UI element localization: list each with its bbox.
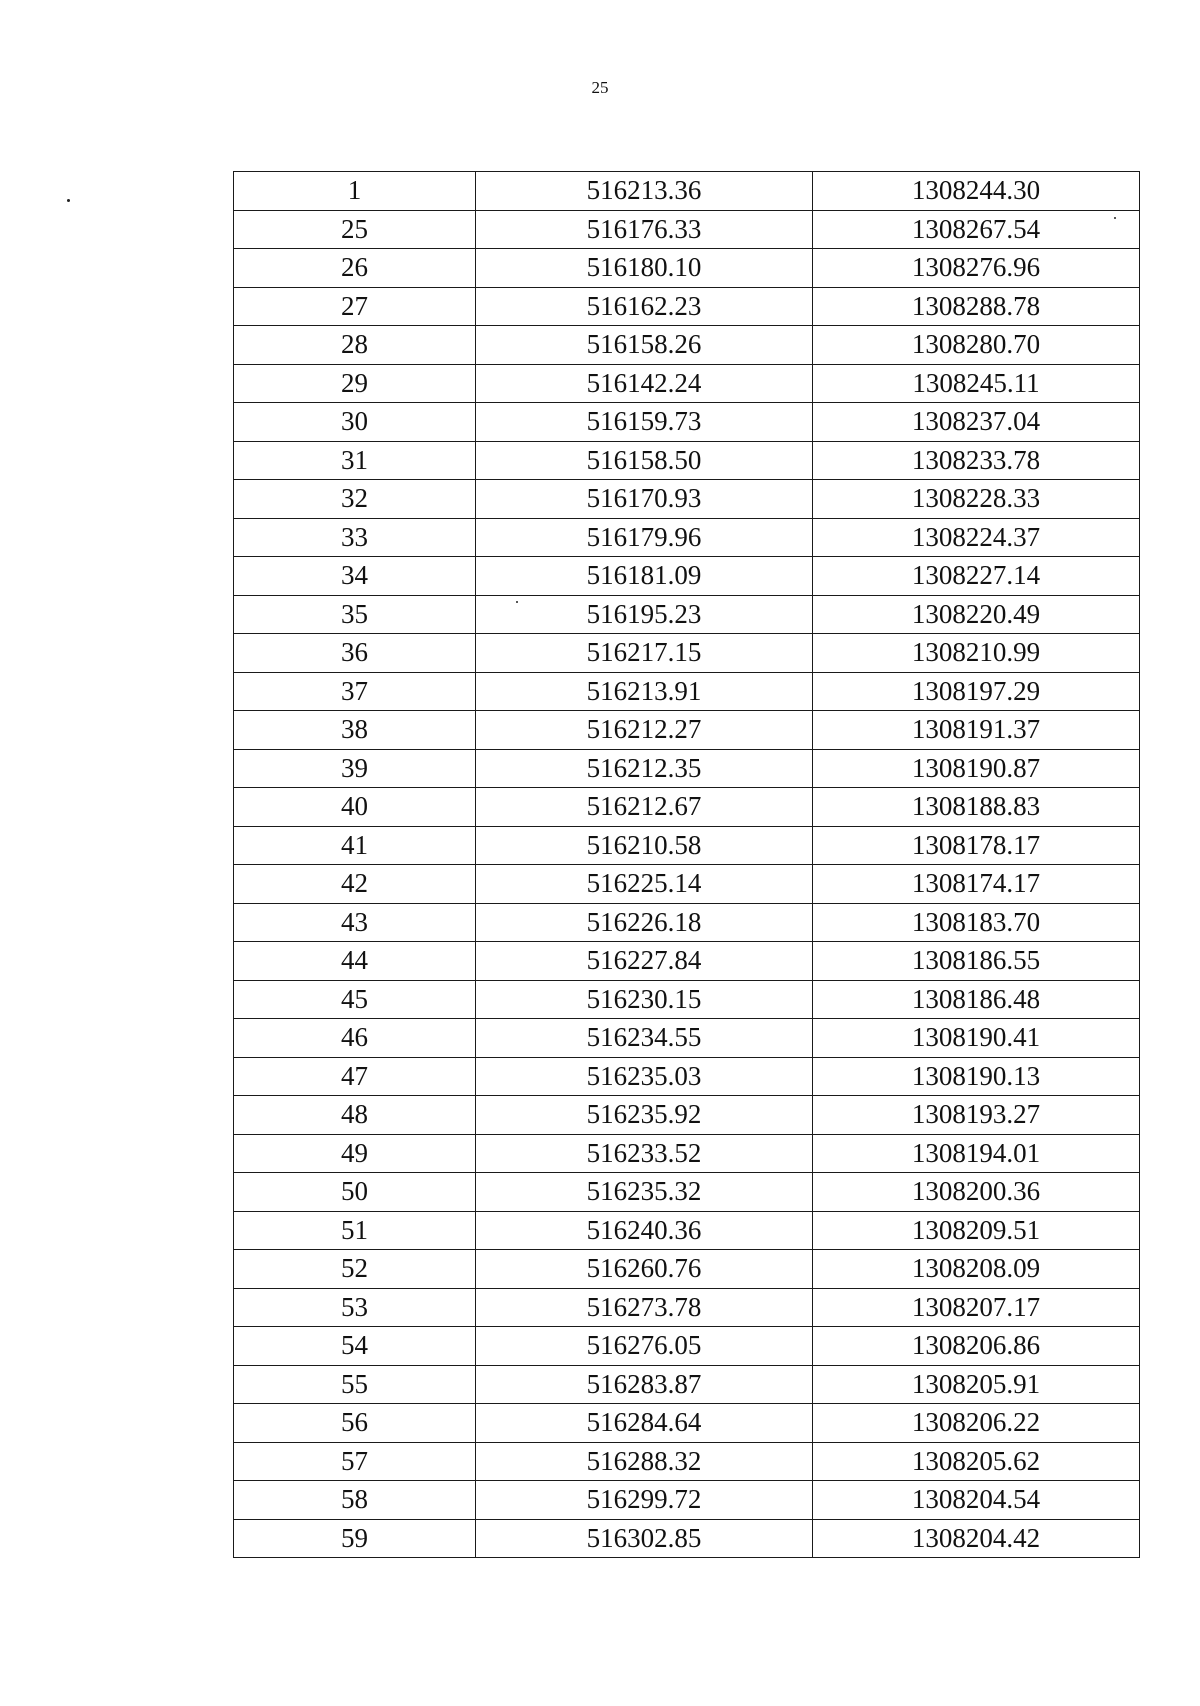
x-coordinate-cell: 516227.84 xyxy=(476,942,813,981)
y-coordinate-cell: 1308208.09 xyxy=(813,1250,1140,1289)
table-row xyxy=(234,1250,1140,1289)
x-coordinate-cell: 516273.78 xyxy=(476,1288,813,1327)
point-number-cell: 1 xyxy=(234,172,476,211)
table-row xyxy=(234,326,1140,365)
point-number-cell: 40 xyxy=(234,788,476,827)
table-row xyxy=(234,980,1140,1019)
table-row xyxy=(234,1519,1140,1558)
x-coordinate-cell: 516234.55 xyxy=(476,1019,813,1058)
x-coordinate-cell: 516233.52 xyxy=(476,1134,813,1173)
point-number-cell: 45 xyxy=(234,980,476,1019)
y-coordinate-cell: 1308209.51 xyxy=(813,1211,1140,1250)
table-row xyxy=(234,1019,1140,1058)
scan-speck xyxy=(67,199,70,202)
point-number-cell: 55 xyxy=(234,1365,476,1404)
x-coordinate-cell: 516159.73 xyxy=(476,403,813,442)
x-coordinate-cell: 516240.36 xyxy=(476,1211,813,1250)
table-row xyxy=(234,1211,1140,1250)
y-coordinate-cell: 1308228.33 xyxy=(813,480,1140,519)
x-coordinate-cell: 516235.92 xyxy=(476,1096,813,1135)
point-number-cell: 38 xyxy=(234,711,476,750)
point-number-cell: 52 xyxy=(234,1250,476,1289)
y-coordinate-cell: 1308194.01 xyxy=(813,1134,1140,1173)
y-coordinate-cell: 1308191.37 xyxy=(813,711,1140,750)
point-number-cell: 48 xyxy=(234,1096,476,1135)
x-coordinate-cell: 516181.09 xyxy=(476,557,813,596)
y-coordinate-cell: 1308220.49 xyxy=(813,595,1140,634)
y-coordinate-cell: 1308204.54 xyxy=(813,1481,1140,1520)
x-coordinate-cell: 516284.64 xyxy=(476,1404,813,1443)
point-number-cell: 29 xyxy=(234,364,476,403)
table-row xyxy=(234,1365,1140,1404)
x-coordinate-cell: 516226.18 xyxy=(476,903,813,942)
x-coordinate-cell: 516162.23 xyxy=(476,287,813,326)
x-coordinate-cell: 516276.05 xyxy=(476,1327,813,1366)
point-number-cell: 43 xyxy=(234,903,476,942)
point-number-cell: 34 xyxy=(234,557,476,596)
y-coordinate-cell: 1308190.87 xyxy=(813,749,1140,788)
y-coordinate-cell: 1308204.42 xyxy=(813,1519,1140,1558)
y-coordinate-cell: 1308267.54 xyxy=(813,210,1140,249)
point-number-cell: 54 xyxy=(234,1327,476,1366)
x-coordinate-cell: 516170.93 xyxy=(476,480,813,519)
y-coordinate-cell: 1308224.37 xyxy=(813,518,1140,557)
y-coordinate-cell: 1308188.83 xyxy=(813,788,1140,827)
x-coordinate-cell: 516212.35 xyxy=(476,749,813,788)
table-row xyxy=(234,1173,1140,1212)
y-coordinate-cell: 1308190.13 xyxy=(813,1057,1140,1096)
y-coordinate-cell: 1308190.41 xyxy=(813,1019,1140,1058)
table-row xyxy=(234,1096,1140,1135)
table-row xyxy=(234,711,1140,750)
y-coordinate-cell: 1308210.99 xyxy=(813,634,1140,673)
x-coordinate-cell: 516195.23 xyxy=(476,595,813,634)
table-row xyxy=(234,1442,1140,1481)
point-number-cell: 47 xyxy=(234,1057,476,1096)
page-number: 25 xyxy=(591,78,609,97)
table-row xyxy=(234,441,1140,480)
point-number-cell: 44 xyxy=(234,942,476,981)
point-number-cell: 25 xyxy=(234,210,476,249)
point-number-cell: 46 xyxy=(234,1019,476,1058)
table-row xyxy=(234,249,1140,288)
point-number-cell: 41 xyxy=(234,826,476,865)
x-coordinate-cell: 516283.87 xyxy=(476,1365,813,1404)
table-row xyxy=(234,1288,1140,1327)
x-coordinate-cell: 516142.24 xyxy=(476,364,813,403)
point-number-cell: 56 xyxy=(234,1404,476,1443)
x-coordinate-cell: 516235.32 xyxy=(476,1173,813,1212)
y-coordinate-cell: 1308245.11 xyxy=(813,364,1140,403)
point-number-cell: 32 xyxy=(234,480,476,519)
point-number-cell: 49 xyxy=(234,1134,476,1173)
table-row xyxy=(234,364,1140,403)
y-coordinate-cell: 1308206.22 xyxy=(813,1404,1140,1443)
table-row xyxy=(234,1057,1140,1096)
point-number-cell: 35 xyxy=(234,595,476,634)
table-row xyxy=(234,788,1140,827)
table-row xyxy=(234,634,1140,673)
y-coordinate-cell: 1308205.62 xyxy=(813,1442,1140,1481)
point-number-cell: 39 xyxy=(234,749,476,788)
table-row xyxy=(234,749,1140,788)
table-row xyxy=(234,1134,1140,1173)
x-coordinate-cell: 516176.33 xyxy=(476,210,813,249)
coordinates-table-body xyxy=(234,172,1140,1558)
x-coordinate-cell: 516260.76 xyxy=(476,1250,813,1289)
table-row xyxy=(234,480,1140,519)
y-coordinate-cell: 1308206.86 xyxy=(813,1327,1140,1366)
y-coordinate-cell: 1308288.78 xyxy=(813,287,1140,326)
table-row xyxy=(234,1327,1140,1366)
table-row xyxy=(234,287,1140,326)
x-coordinate-cell: 516230.15 xyxy=(476,980,813,1019)
point-number-cell: 51 xyxy=(234,1211,476,1250)
table-row xyxy=(234,672,1140,711)
x-coordinate-cell: 516180.10 xyxy=(476,249,813,288)
y-coordinate-cell: 1308174.17 xyxy=(813,865,1140,904)
table-row xyxy=(234,518,1140,557)
y-coordinate-cell: 1308193.27 xyxy=(813,1096,1140,1135)
table-row xyxy=(234,172,1140,211)
y-coordinate-cell: 1308280.70 xyxy=(813,326,1140,365)
y-coordinate-cell: 1308227.14 xyxy=(813,557,1140,596)
y-coordinate-cell: 1308186.55 xyxy=(813,942,1140,981)
point-number-cell: 27 xyxy=(234,287,476,326)
point-number-cell: 36 xyxy=(234,634,476,673)
x-coordinate-cell: 516213.91 xyxy=(476,672,813,711)
y-coordinate-cell: 1308205.91 xyxy=(813,1365,1140,1404)
x-coordinate-cell: 516212.67 xyxy=(476,788,813,827)
x-coordinate-cell: 516179.96 xyxy=(476,518,813,557)
y-coordinate-cell: 1308207.17 xyxy=(813,1288,1140,1327)
table-row xyxy=(234,403,1140,442)
x-coordinate-cell: 516217.15 xyxy=(476,634,813,673)
y-coordinate-cell: 1308276.96 xyxy=(813,249,1140,288)
y-coordinate-cell: 1308244.30 xyxy=(813,172,1140,211)
x-coordinate-cell: 516235.03 xyxy=(476,1057,813,1096)
x-coordinate-cell: 516288.32 xyxy=(476,1442,813,1481)
y-coordinate-cell: 1308233.78 xyxy=(813,441,1140,480)
x-coordinate-cell: 516302.85 xyxy=(476,1519,813,1558)
y-coordinate-cell: 1308200.36 xyxy=(813,1173,1140,1212)
y-coordinate-cell: 1308183.70 xyxy=(813,903,1140,942)
point-number-cell: 42 xyxy=(234,865,476,904)
table-row xyxy=(234,1404,1140,1443)
y-coordinate-cell: 1308237.04 xyxy=(813,403,1140,442)
coordinates-table xyxy=(233,171,1140,1558)
y-coordinate-cell: 1308197.29 xyxy=(813,672,1140,711)
table-row xyxy=(234,595,1140,634)
x-coordinate-cell: 516225.14 xyxy=(476,865,813,904)
x-coordinate-cell: 516210.58 xyxy=(476,826,813,865)
x-coordinate-cell: 516158.26 xyxy=(476,326,813,365)
table-row xyxy=(234,826,1140,865)
point-number-cell: 37 xyxy=(234,672,476,711)
point-number-cell: 50 xyxy=(234,1173,476,1212)
table-row xyxy=(234,557,1140,596)
table-row xyxy=(234,210,1140,249)
point-number-cell: 31 xyxy=(234,441,476,480)
table-row xyxy=(234,942,1140,981)
y-coordinate-cell: 1308186.48 xyxy=(813,980,1140,1019)
table-row xyxy=(234,1481,1140,1520)
x-coordinate-cell: 516213.36 xyxy=(476,172,813,211)
y-coordinate-cell: 1308178.17 xyxy=(813,826,1140,865)
x-coordinate-cell: 516212.27 xyxy=(476,711,813,750)
point-number-cell: 57 xyxy=(234,1442,476,1481)
point-number-cell: 59 xyxy=(234,1519,476,1558)
point-number-cell: 53 xyxy=(234,1288,476,1327)
table-row xyxy=(234,903,1140,942)
point-number-cell: 28 xyxy=(234,326,476,365)
point-number-cell: 58 xyxy=(234,1481,476,1520)
point-number-cell: 26 xyxy=(234,249,476,288)
x-coordinate-cell: 516158.50 xyxy=(476,441,813,480)
point-number-cell: 33 xyxy=(234,518,476,557)
point-number-cell: 30 xyxy=(234,403,476,442)
x-coordinate-cell: 516299.72 xyxy=(476,1481,813,1520)
table-row xyxy=(234,865,1140,904)
